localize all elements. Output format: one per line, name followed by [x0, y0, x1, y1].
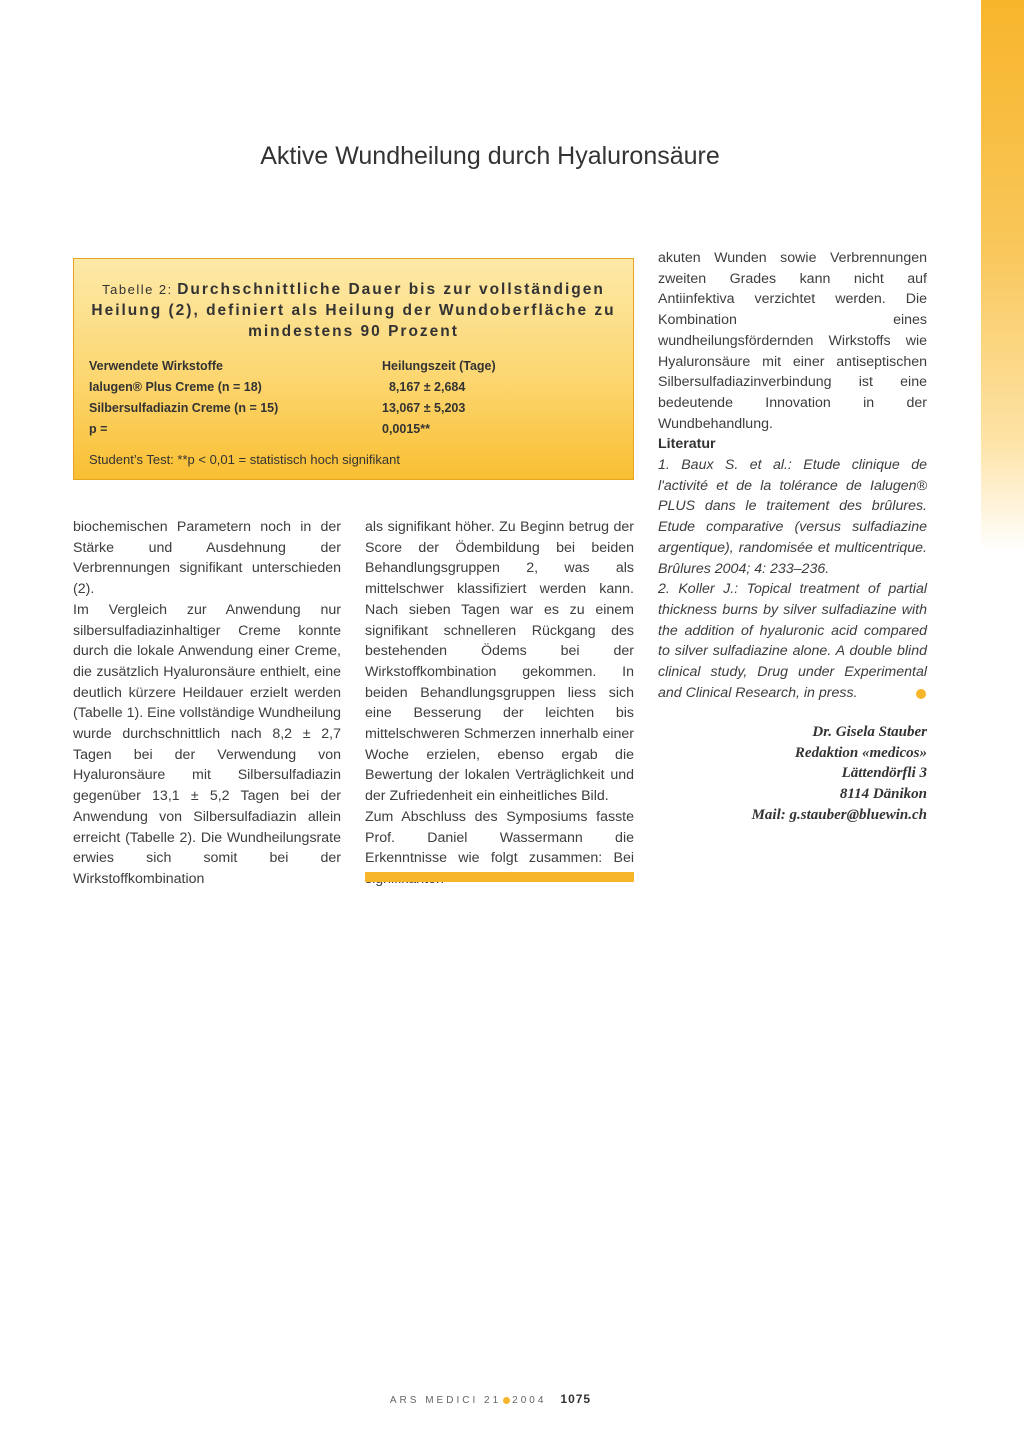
- author-mail: Mail: g.stauber@bluewin.ch: [751, 806, 927, 823]
- table-row-1-time: 8,167 ± 2,684: [382, 380, 466, 394]
- table-header-time: Heilungszeit (Tage): [382, 359, 496, 373]
- body-col1-paragraph-1: biochemischen Parametern noch in der Stärke und Ausdehnung der Verbrennungen signifikant unterschieden (2).: [73, 519, 341, 598]
- table-note: Student’s Test: **p < 0,01 = statistisch hoch signifikant: [89, 452, 400, 467]
- table-row-3-substance: p =: [89, 422, 108, 436]
- author-org: Redaktion «medicos»: [794, 744, 927, 761]
- page-number: 1075: [560, 1392, 592, 1406]
- table-row-2-substance: Silbersulfadiazin Creme (n = 15): [89, 401, 279, 415]
- table-2-box: [73, 258, 634, 480]
- body-column-2: [365, 517, 634, 890]
- page-footer: [0, 1392, 981, 1406]
- table-caption-title: Durchschnittliche Dauer bis zur vollständigen Heilung (2), definiert als Heilung der Wundoberfläche zu mindestens 90 Prozent: [91, 281, 616, 340]
- author-name: Dr. Gisela Stauber: [812, 724, 927, 740]
- body-col2-paragraph-2: Zum Abschluss des Symposiums fasste Prof. Daniel Wassermann die Erkenntnisse wie folgt zusammen: Bei: [365, 808, 634, 867]
- end-marker-dot: [916, 689, 926, 699]
- body-col3-paragraph: akuten Wunden sowie Verbrennungen zweiten Grades kann nicht auf Antiinfektiva verzichtet werden. Die Kombination eines wundheilungsfördernden Wirkstoffs wie Hyaluronsäure mit einer antiseptischen Silbersulfadiazinverbindung ist eine bedeutende Innovation in der Wundbehandlung.: [658, 250, 927, 432]
- table-row-2-time: 13,067 ± 5,203: [382, 401, 466, 415]
- body-col1-paragraph-2: Im Vergleich zur Anwendung nur silbersulfadiazinhaltiger Creme konnte durch die lokale Anwendung einer Creme, die zusätzlich Hyaluronsäure enthielt, eine deutlich kürzere Heildauer erzielt werden (Tabelle 1). Eine vollständige Wundheilung wurde durchschnittlich nach 8,2 ± 2,7 Tagen bei der Verwendung von Hyaluronsäure mit Silbersulfadiazin gegenüber 13,1 ± 5,2 Tagen bei der Anwendung von Silbersulfadiazin allein erreicht (Tabelle 2). Die Wundheilungsrate erwies sich somit bei der Wirkstoffkombination: [73, 601, 341, 887]
- body-column-3: [658, 248, 927, 703]
- article-title: Aktive Wundheilung durch Hyaluronsäure: [260, 142, 720, 170]
- body-col2-paragraph-1: als signifikant höher. Zu Beginn betrug der Score der Ödembildung bei beiden Behandlungsgruppen 2, was als mittelschwer klassifiziert werden kann. Nach sieben Tagen war es zu einem signifikant schnelleren Rückgang des bestehenden Ödems bei der Wirkstoffkombination gekommen. In beiden Behandlungsgruppen liess sich eine Besserung der leichten bis mittelschweren Schmerzen innerhalb einer Woche erzielen, ebenso ergab die Bewertung der lokalen Verträglichkeit und der Zufriedenheit ein einheitliches Bild.: [365, 519, 634, 805]
- table-row-3-time: 0,0015**: [382, 422, 430, 436]
- literature-heading: Literatur: [658, 436, 716, 453]
- literature-ref-2: [658, 579, 927, 703]
- article-end-bar: [365, 872, 634, 882]
- footer-year: 2004: [512, 1395, 547, 1406]
- author-city: 8114 Dänikon: [839, 786, 927, 803]
- author-block: [640, 722, 927, 826]
- literature-ref-1: 1. Baux S. et al.: Etude clinique de l'activité et de la tolérance de Ialugen® PLUS dans le traitement des brûlures. Etude comparative (versus sulfadiazine argentique), randomisée et multicentrique. Brûlures 2004; 4: 233–236.: [658, 457, 927, 577]
- body-column-1: [73, 517, 341, 890]
- table-header-substance: Verwendete Wirkstoffe: [89, 359, 223, 373]
- pharma-forum-band: [981, 0, 1024, 551]
- author-street: Lättendörfli 3: [841, 765, 927, 782]
- literature-ref-2-text: 2. Koller J.: Topical treatment of partial thickness burns by silver sulfadiazine with the addition of hyaluronic acid compared to silver sulfadiazine alone. A double blind clinical study, Drug under Experimental and Clinical Research, in press.: [658, 581, 927, 701]
- table-row-1-substance: Ialugen® Plus Creme (n = 18): [89, 380, 262, 394]
- table-caption: [84, 279, 623, 342]
- table-caption-label: Tabelle 2:: [102, 282, 173, 297]
- footer-journal: ARS MEDICI 21: [389, 1395, 502, 1406]
- footer-dot: [503, 1397, 510, 1404]
